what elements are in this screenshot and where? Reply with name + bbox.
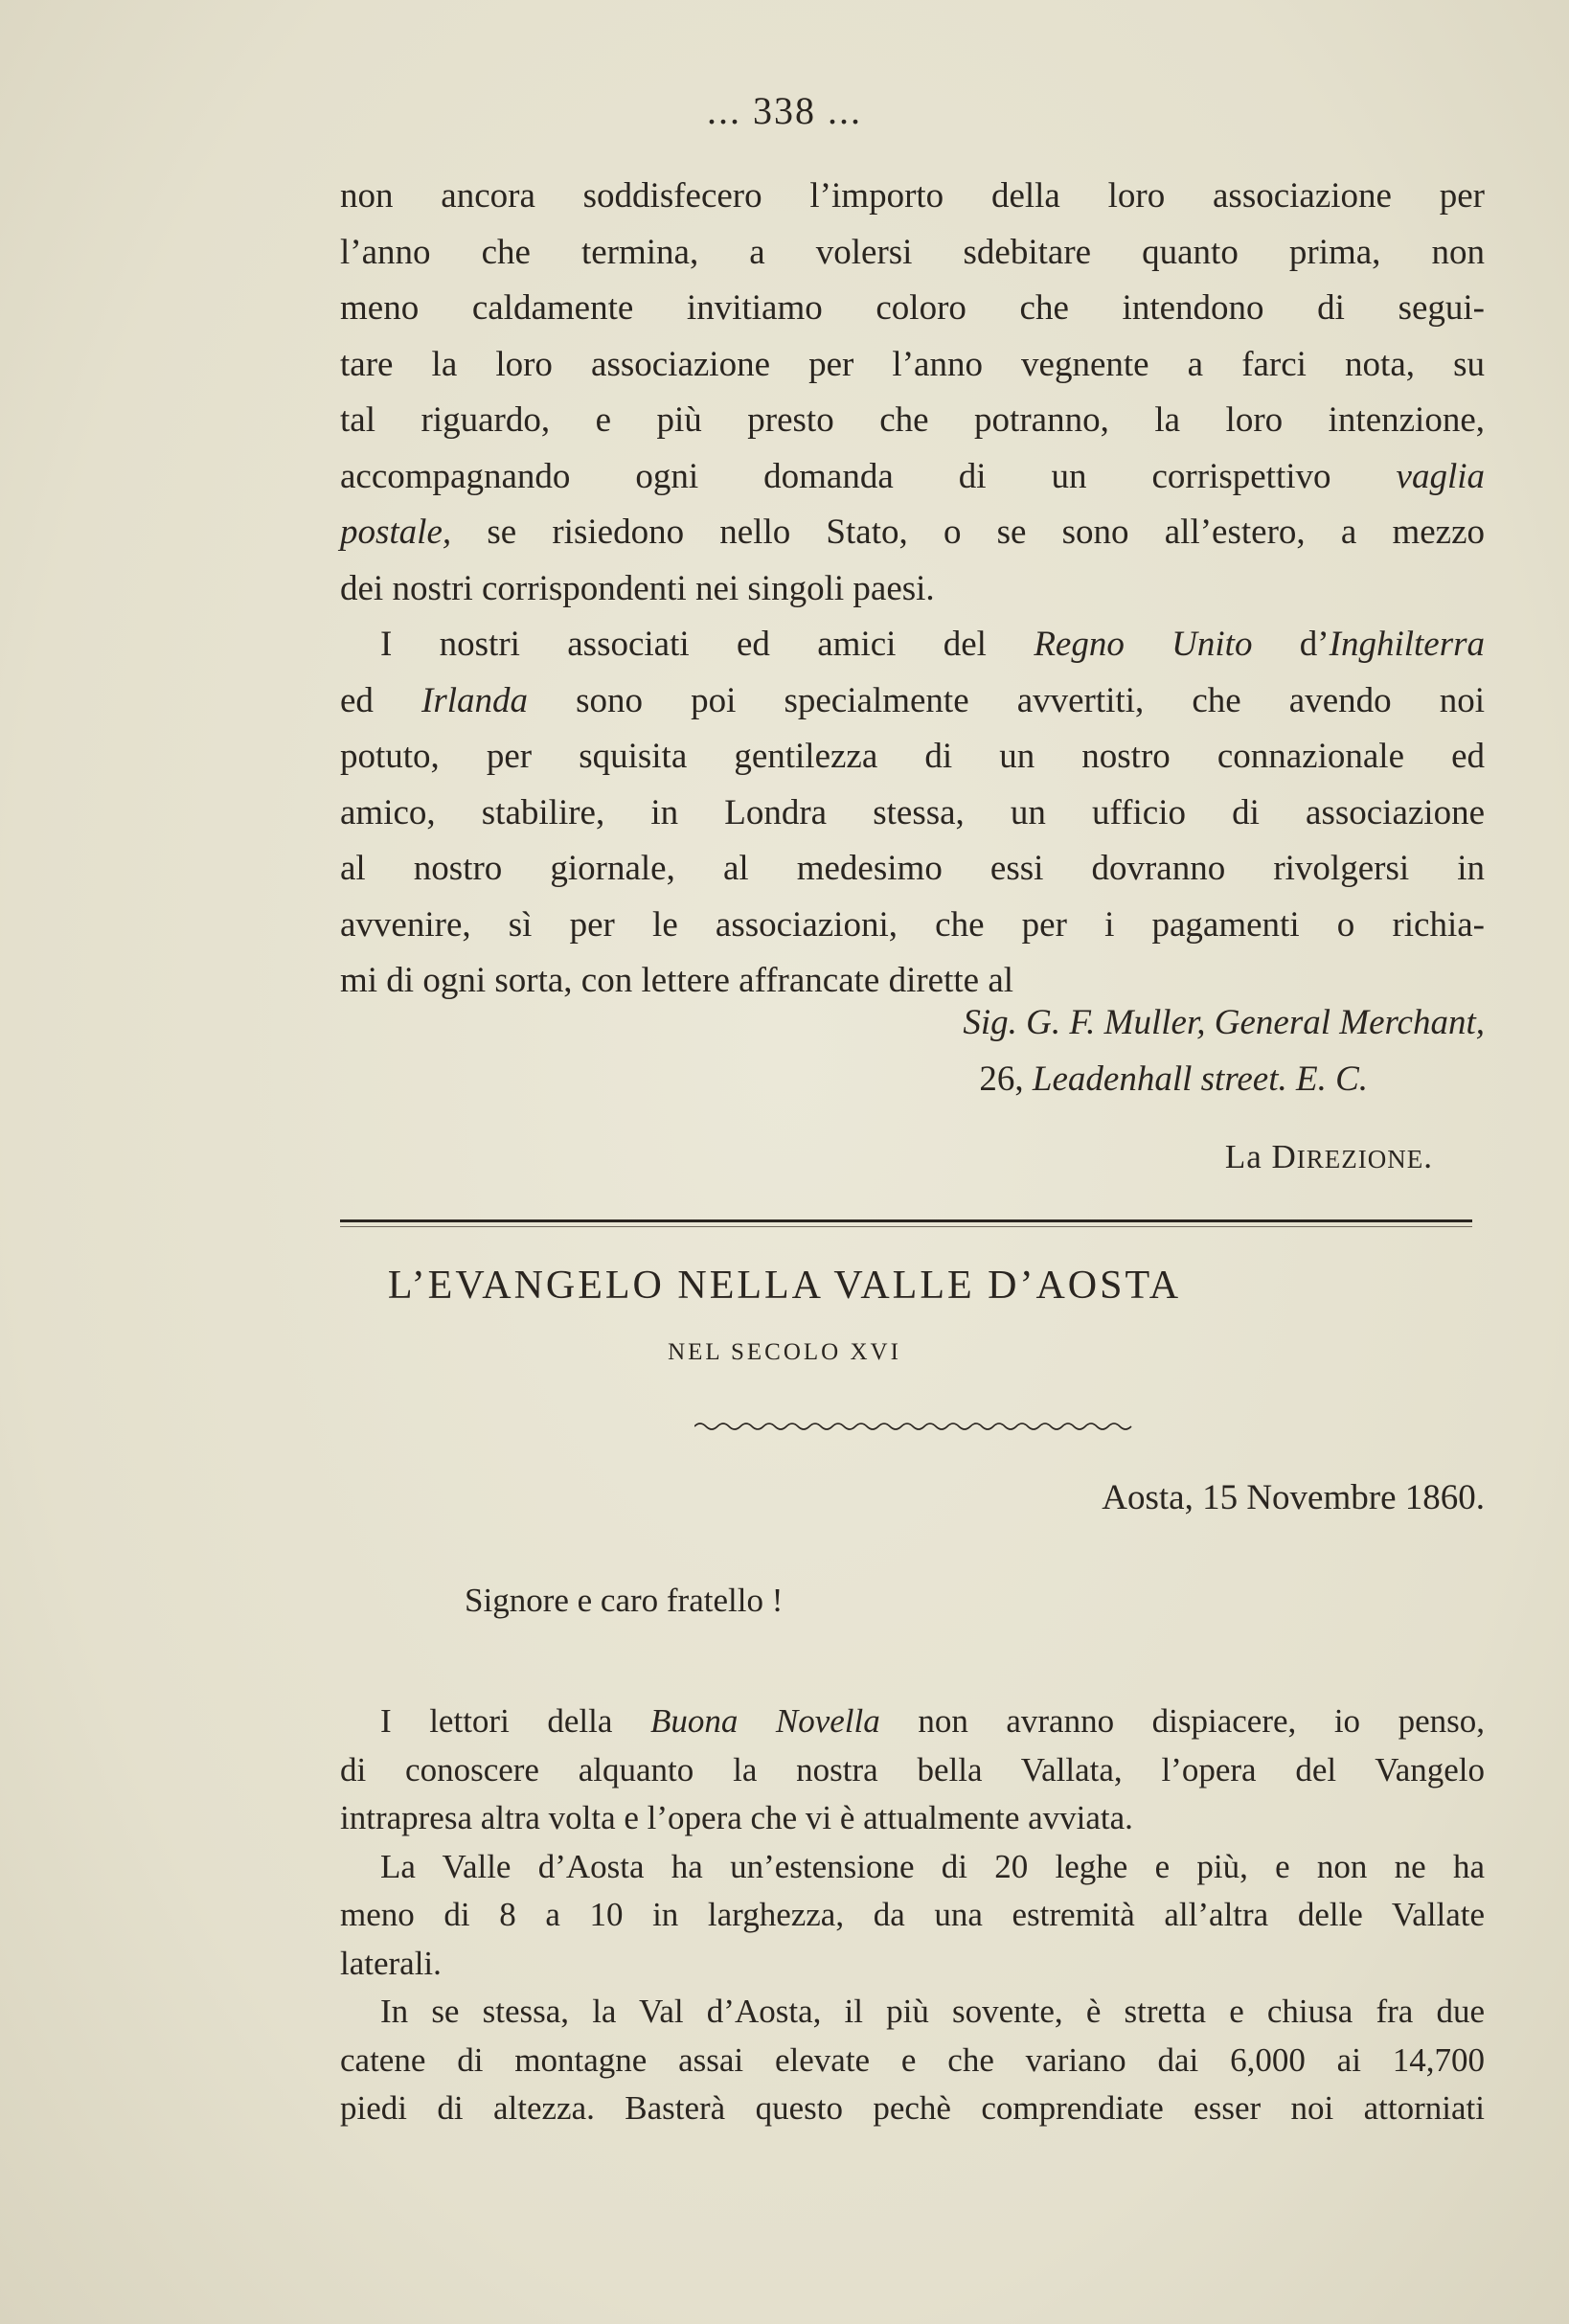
text-line: avvenire, sì per le associazioni, che per i pagamenti o richia- (340, 904, 1485, 945)
signature-period: . (1423, 1138, 1433, 1175)
text-line: piedi di altezza. Basterà questo pechè comprendiate esser noi attorniati (340, 2089, 1485, 2127)
street-name: Leadenhall street. E. C. (1032, 1059, 1368, 1099)
notice-text (340, 169, 1485, 1010)
text-line: meno di 8 a 10 in larghezza, da una estremità all’altra delle Vallate (340, 1896, 1485, 1933)
text-line: potuto, per squisita gentilezza di un nostro connazionale ed (340, 737, 1485, 776)
text-run: sono poi specialmente avvertiti, che avendo noi (576, 680, 1485, 720)
text-line (340, 505, 1485, 561)
letter-body (340, 1697, 1485, 2133)
article-subtitle: NEL SECOLO XVI (668, 1339, 901, 1365)
text-run: ed (340, 680, 374, 720)
text-line (340, 673, 1485, 730)
letter-salutation: Signore e caro fratello ! (465, 1582, 784, 1619)
text-run: I lettori della (380, 1702, 613, 1740)
letter-date: Aosta, 15 Novembre 1860. (1102, 1478, 1485, 1517)
italic-run: Irlanda (421, 680, 529, 720)
text-run: d’ (1299, 625, 1330, 664)
text-run: non avranno dispiacere, io penso, (918, 1702, 1486, 1740)
text-line: La Valle d’Aosta ha un’estensione di 20 leghe e più, e non ne ha (380, 1847, 1485, 1885)
signature (1225, 1138, 1433, 1176)
text-line: meno caldamente invitiamo coloro che intendono di segui- (340, 288, 1485, 328)
text-line: l’anno che termina, a volersi sdebitare quanto prima, non (340, 232, 1485, 272)
text-line (340, 449, 1485, 506)
text-line: dei nostri corrispondenti nei singoli paesi. (340, 568, 935, 608)
text-line: In se stessa, la Val d’Aosta, il più sovente, è stretta e chiusa fra due (380, 1993, 1485, 2030)
italic-run: Buona Novella (649, 1702, 880, 1740)
article-title: L’EVANGELO NELLA VALLE D’AOSTA (387, 1264, 1182, 1308)
italic-run: Regno Unito (1034, 625, 1253, 664)
text-line: di conoscere alquanto la nostra bella Vallata, l’opera del Vangelo (340, 1750, 1485, 1789)
address-line-1: Sig. G. F. Muller, General Merchant, (963, 1003, 1485, 1042)
text-run: se risiedono nello Stato, o se sono all’estero, a mezzo (487, 513, 1486, 552)
text-line (340, 617, 1485, 673)
section-divider-thin (340, 1226, 1472, 1227)
page-number: ... 338 ... (707, 89, 862, 132)
text-line: tal riguardo, e più presto che potranno, la loro intenzione, (340, 400, 1485, 440)
italic-run: vaglia (1396, 456, 1486, 496)
italic-run: postale, (340, 513, 452, 552)
text-line: al nostro giornale, al medesimo essi dovranno rivolgersi in (340, 849, 1485, 888)
section-divider (340, 1219, 1472, 1222)
text-run: accompagnando ogni domanda di un corrispettivo (340, 456, 1331, 496)
text-line: mi di ogni sorta, con lettere affrancate dirette al (340, 961, 1014, 1000)
wavy-ornament (694, 1420, 1135, 1433)
text-line: non ancora soddisfecero l’importo della loro associazione per (340, 176, 1485, 216)
text-line (340, 1697, 1485, 1746)
text-line: tare la loro associazione per l’anno vegnente a farci nota, su (340, 344, 1485, 384)
text-line: catene di montagne assai elevate e che variano dai 6,000 ai 14,700 (340, 2040, 1485, 2079)
street-number: 26, (979, 1059, 1024, 1099)
signature-smallcaps: IREZIONE (1296, 1145, 1424, 1173)
signature-initial: La D (1224, 1138, 1297, 1175)
text-line: laterali. (340, 1944, 442, 1982)
address-line-2 (979, 1059, 1368, 1100)
text-line: intrapresa altra volta e l’opera che vi è attualmente avviata. (340, 1799, 1133, 1836)
italic-run: Inghilterra (1329, 625, 1486, 664)
text-line: amico, stabilire, in Londra stessa, un ufficio di associazione (340, 792, 1485, 832)
text-run: I nostri associati ed amici del (380, 625, 987, 664)
